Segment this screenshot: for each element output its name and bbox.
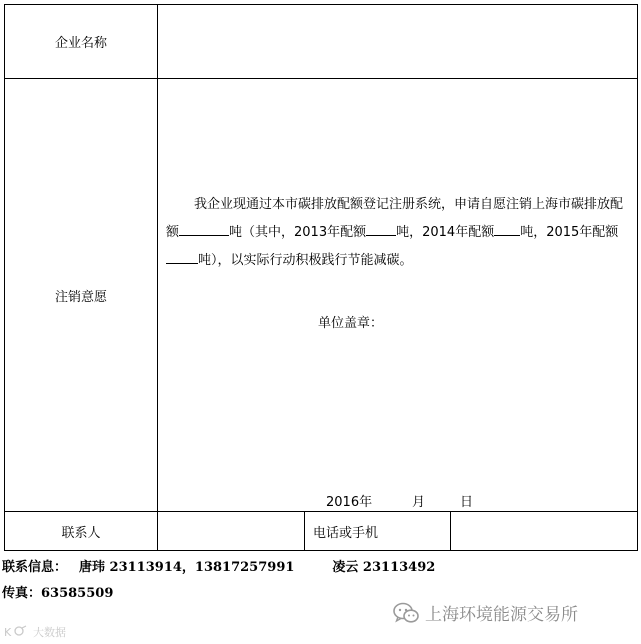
statement-part-5: 吨），以实际行动积极践行节能减碳。 [198,253,413,268]
quota-2014-blank[interactable] [494,221,520,236]
total-quota-blank[interactable] [179,221,229,236]
statement-part-4: 吨，2015年配额 [520,225,619,240]
contact-info-line [2,556,435,575]
quota-2015-blank[interactable] [166,249,198,264]
watermark-logo-icon [4,625,30,639]
deregistration-intent-label: 注销意愿 [5,79,158,512]
company-name-label: 企业名称 [5,5,158,79]
deregistration-form [4,4,638,551]
contact-1: 唐玮 23113914，13817257991 [79,560,295,575]
statement-part-3: 吨，2014年配额 [396,225,495,240]
statement-part-1: 我企业现通过本市碳排放配额登记注册系统，申请自愿注销上海市碳排放配额 [166,197,624,240]
deregistration-intent-row [5,79,638,512]
contact-info-label: 联系信息： [2,560,68,575]
date-line [326,491,473,510]
seal-label: 单位盖章： [318,316,384,331]
quota-2013-blank[interactable] [366,221,396,236]
company-name-row [5,5,638,79]
svg-text:K: K [4,626,12,639]
fax-line: 传真：63585509 [2,586,114,601]
watermark [4,624,66,640]
date-year: 2016年 [326,495,373,510]
deregistration-statement [166,191,628,275]
contact-2: 凌云 23113492 [332,560,436,575]
date-day: 日 [460,495,474,510]
statement-part-2: 吨（其中，2013年配额 [229,225,367,240]
watermark-text: 大数据 [33,626,66,639]
wechat-account-name: 上海环境能源交易所 [425,605,578,625]
company-name-field[interactable] [158,5,638,79]
contact-row [5,512,638,551]
phone-field[interactable] [451,512,638,551]
wechat-account [393,600,578,625]
deregistration-statement-cell [158,79,638,512]
date-month: 月 [412,495,426,510]
contact-person-field[interactable] [158,512,305,551]
contact-person-label: 联系人 [5,512,158,551]
wechat-icon [393,602,419,624]
phone-label: 电话或手机 [305,512,451,551]
